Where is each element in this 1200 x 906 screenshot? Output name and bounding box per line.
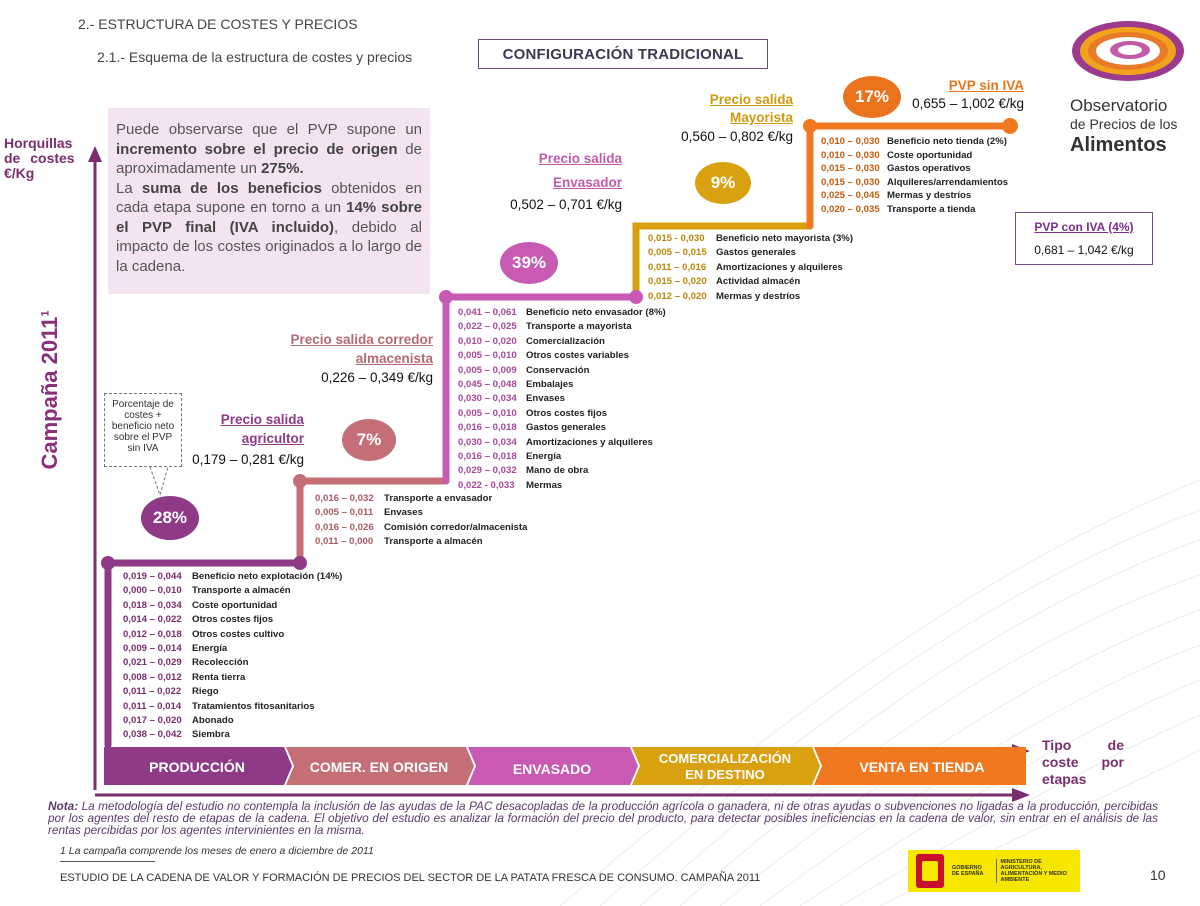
pvp-con-iva-title: PVP con IVA (4%) [1034, 220, 1134, 234]
y-axis-arrow-icon [88, 146, 102, 162]
band-label-comercializacion-2: EN DESTINO [685, 767, 765, 782]
stage-title-venta [880, 76, 1024, 111]
cost-range: 0,000 – 0,010 [123, 585, 182, 597]
costs-comercializacion [648, 232, 853, 304]
summary-bold-2: 275%. [261, 160, 304, 177]
cost-range: 0,016 – 0,026 [315, 521, 374, 533]
stage-title-envasado [480, 147, 622, 212]
pct-produccion: 28% [141, 496, 199, 540]
band-label-envasado: ENVASADO [512, 761, 592, 777]
stage-title-produccion-1: Precio salida [220, 412, 304, 427]
cost-label: Energía [526, 451, 562, 463]
cost-row [458, 464, 666, 478]
campaign-text: Campaña 2011 [37, 316, 62, 470]
cost-row [123, 570, 342, 584]
cost-label: Beneficio neto mayorista (3%) [716, 233, 854, 244]
pvp-con-iva-price: 0,681 – 1,042 €/kg [1034, 243, 1134, 257]
cost-label: Renta tierra [192, 671, 246, 683]
cost-label: Mermas [526, 479, 563, 491]
summary-text-4: obtenidos en cada etapa supone en torno a un [116, 179, 422, 216]
cost-row [123, 613, 342, 627]
footnote: 1 La campaña comprende los meses de enero a diciembre de 2011 [60, 845, 374, 857]
stage-title-produccion [160, 410, 304, 467]
cost-label: Embalajes [526, 379, 574, 391]
cost-label: Mermas y destríos [716, 290, 801, 302]
cost-range: 0,022 - 0,033 [458, 479, 515, 491]
cost-range: 0,015 – 0,030 [821, 163, 880, 175]
note-box-pointer [150, 467, 168, 495]
logo-line-1: Observatorio [1070, 96, 1168, 115]
cost-row [458, 306, 666, 320]
cost-row [123, 584, 342, 598]
cost-range: 0,016 – 0,032 [315, 493, 374, 504]
cost-row [458, 436, 666, 450]
cost-label: Amortizaciones y alquileres [716, 261, 843, 273]
coat-of-arms-icon [916, 854, 944, 888]
cost-range: 0,022 – 0,025 [458, 321, 517, 333]
cost-row [123, 714, 342, 728]
stage-price-envasado: 0,502 – 0,701 €/kg [510, 197, 622, 212]
cost-label: Comisión corredor/almacenista [384, 521, 528, 533]
cost-label: Actividad almacén [716, 276, 801, 288]
cost-label: Beneficio neto envasador (8%) [526, 307, 666, 318]
cost-row [458, 378, 666, 392]
cost-range: 0,005 – 0,010 [458, 407, 517, 419]
cost-row [458, 349, 666, 363]
cost-label: Siembra [192, 729, 230, 741]
cost-range: 0,029 – 0,032 [458, 465, 517, 477]
band-label-venta: VENTA EN TIENDA [859, 759, 985, 775]
cost-range: 0,015 – 0,020 [648, 276, 707, 288]
cost-row [123, 642, 342, 656]
x-axis-label: Tipo de coste por etapas [1042, 737, 1124, 787]
government-label: GOBIERNO DE ESPAÑA [951, 865, 984, 877]
cost-range: 0,016 – 0,018 [458, 422, 517, 434]
cost-row [648, 275, 853, 289]
cost-range: 0,010 – 0,020 [458, 335, 517, 347]
pct-venta: 17% [843, 76, 901, 118]
cost-row [648, 261, 853, 275]
cost-row [458, 364, 666, 378]
pct-envasado: 39% [500, 242, 558, 284]
cost-row [315, 535, 527, 549]
node-venta-end [1002, 118, 1018, 134]
configuration-label: CONFIGURACIÓN TRADICIONAL [478, 39, 768, 69]
stage-title-envasado-1: Precio salida [538, 151, 622, 166]
cost-label: Comercialización [526, 335, 605, 347]
cost-label: Otros costes variables [526, 350, 629, 362]
cost-label: Gastos operativos [887, 163, 971, 175]
cost-row [315, 506, 527, 520]
cost-row [123, 656, 342, 670]
band-label-comercializacion [636, 751, 814, 783]
cost-range: 0,025 – 0,045 [821, 190, 880, 202]
stage-title-venta-1: PVP sin IVA [948, 78, 1024, 93]
pct-comer: 7% [342, 419, 396, 461]
cost-row [458, 421, 666, 435]
pct-comercializacion: 9% [695, 162, 751, 204]
node-produccion-end [293, 556, 307, 570]
cost-row [123, 700, 342, 714]
stage-title-comercializacion-1: Precio salida [709, 92, 793, 107]
node-envasado-end [629, 290, 643, 304]
cost-row [821, 189, 1008, 203]
cost-range: 0,019 – 0,044 [123, 571, 182, 582]
cost-label: Energía [192, 643, 228, 655]
cost-label: Amortizaciones y alquileres [526, 436, 653, 448]
node-produccion [101, 556, 115, 570]
cost-row [458, 392, 666, 406]
cost-row [648, 232, 853, 246]
summary-text-3: La [116, 179, 142, 197]
cost-label: Envases [384, 507, 423, 519]
nota-label: Nota: [48, 799, 79, 813]
percentage-note-box: Porcentaje de costes + beneficio neto sobre el PVP sin IVA [104, 393, 182, 467]
ministry-logo [908, 850, 1080, 892]
footnote-divider [60, 861, 155, 862]
cost-label: Transporte a almacén [192, 585, 291, 597]
cost-range: 0,011 – 0,014 [123, 700, 182, 712]
y-axis-label-line-2: de costes [4, 150, 75, 166]
logo-line-3: Alimentos [1070, 134, 1167, 156]
cost-label: Coste oportunidad [192, 599, 278, 611]
cost-range: 0,005 – 0,009 [458, 364, 517, 376]
node-envasado [439, 290, 453, 304]
logo-line-2: de Precios de los [1070, 116, 1178, 132]
cost-label: Transporte a mayorista [526, 321, 632, 333]
cost-range: 0,045 – 0,048 [458, 379, 517, 391]
cost-row [821, 162, 1008, 176]
stage-title-comer-2: almacenista [355, 351, 433, 366]
summary-box [108, 108, 430, 294]
cost-row [458, 335, 666, 349]
summary-bold-1: incremento sobre el precio de origen [116, 140, 398, 158]
summary-text-5: , debido al impacto de los costes originados a lo largo de la cadena. [116, 218, 422, 275]
pvp-con-iva-box [1015, 212, 1153, 265]
cost-row [821, 176, 1008, 190]
cost-row [648, 246, 853, 260]
cost-range: 0,005 – 0,011 [315, 507, 374, 519]
cost-range: 0,038 – 0,042 [123, 729, 182, 741]
band-label-comercializacion-1: COMERCIALIZACIÓN [658, 751, 792, 766]
summary-bold-3: suma de los beneficios [141, 179, 322, 197]
stage-price-comercializacion: 0,560 – 0,802 €/kg [681, 129, 793, 144]
nota-text: La metodología del estudio no contempla la inclusión de las ayudas de la PAC desacopladas de la producción agrícola o ganadera, ni de otras ayudas o subvenciones no ligadas a la producción, percibidas por los agentes del resto de etapas de la cadena. El objetivo del estudio es analizar la formación del precio del producto, para detectar posibles ineficiencias en la cadena de valor, sin entrar en el análisis de las rentas percibidas por los agentes intervinientes en la misma. [48, 799, 1158, 837]
cost-label: Beneficio neto tienda (2%) [887, 136, 1007, 147]
cost-row [123, 628, 342, 642]
cost-range: 0,010 – 0,030 [821, 149, 880, 161]
costs-envasado [458, 306, 666, 493]
cost-label: Otros costes fijos [192, 614, 274, 626]
summary-text-2: de aproximadamente un [116, 140, 422, 177]
cost-range: 0,010 – 0,030 [821, 136, 880, 147]
cost-row [123, 728, 342, 742]
cost-label: Mano de obra [526, 465, 589, 477]
cost-range: 0,011 – 0,016 [648, 261, 707, 273]
cost-label: Transporte a envasador [384, 493, 493, 504]
cost-range: 0,011 – 0,022 [123, 686, 182, 698]
cost-range: 0,015 – 0,030 [821, 176, 880, 188]
cost-range: 0,009 – 0,014 [123, 643, 182, 655]
summary-bold-4: 14% sobre el PVP final (IVA incluido) [116, 199, 422, 236]
cost-label: Tratamientos fitosanitarios [192, 700, 315, 712]
stage-title-comer [260, 330, 433, 385]
costs-comer [315, 492, 527, 550]
cost-label: Otros costes fijos [526, 407, 608, 419]
stage-price-produccion: 0,179 – 0,281 €/kg [192, 452, 304, 467]
cost-label: Alquileres/arrendamientos [887, 176, 1009, 188]
cost-label: Gastos generales [526, 422, 606, 434]
stage-title-comercializacion-2: Mayorista [729, 110, 793, 125]
cost-row [123, 685, 342, 699]
y-axis-label-line-3: €/Kg [4, 165, 35, 181]
stage-price-comer: 0,226 – 0,349 €/kg [321, 370, 433, 385]
cost-range: 0,021 – 0,029 [123, 657, 182, 669]
subsection-title: 2.1.- Esquema de la estructura de costes y precios [97, 49, 413, 65]
cost-label: Mermas y destríos [887, 190, 972, 202]
cost-row [821, 203, 1008, 217]
cost-range: 0,011 – 0,000 [315, 536, 374, 548]
cost-range: 0,005 – 0,015 [648, 247, 707, 259]
cost-label: Beneficio neto explotación (14%) [192, 571, 343, 582]
cost-range: 0,041 – 0,061 [458, 307, 517, 318]
stage-title-comer-1: Precio salida corredor [290, 332, 433, 347]
node-comer [293, 474, 307, 488]
section-title: 2.- ESTRUCTURA DE COSTES Y PRECIOS [78, 16, 358, 32]
y-axis-label-line-1: Horquillas [4, 135, 73, 151]
cost-row [315, 521, 527, 535]
cost-range: 0,012 – 0,020 [648, 290, 707, 302]
cost-label: Transporte a tienda [887, 203, 976, 215]
cost-row [315, 492, 527, 506]
cost-range: 0,015 - 0,030 [648, 233, 705, 244]
cost-row [821, 149, 1008, 163]
stage-price-venta: 0,655 – 1,002 €/kg [912, 96, 1024, 111]
stage-title-comercializacion [660, 91, 793, 144]
study-title: ESTUDIO DE LA CADENA DE VALOR Y FORMACIÓN DE PRECIOS DEL SECTOR DE LA PATATA FRESCA DE CONSUMO. CAMPAÑA 2011 [60, 872, 761, 884]
costs-venta [821, 135, 1008, 217]
cost-row [458, 407, 666, 421]
cost-range: 0,018 – 0,034 [123, 599, 182, 611]
node-venta [803, 119, 817, 133]
stage-title-produccion-2: agricultor [241, 431, 304, 446]
cost-row [648, 290, 853, 304]
cost-range: 0,017 – 0,020 [123, 715, 182, 727]
methodology-note [48, 800, 1158, 836]
cost-range: 0,030 – 0,034 [458, 393, 517, 405]
cost-range: 0,016 – 0,018 [458, 451, 517, 463]
cost-range: 0,012 – 0,018 [123, 628, 182, 640]
cost-row [458, 320, 666, 334]
cost-label: Coste oportunidad [887, 149, 973, 161]
cost-label: Envases [526, 393, 565, 405]
band-label-produccion: PRODUCCIÓN [149, 759, 245, 775]
stage-title-envasado-2: Envasador [552, 175, 622, 190]
ministry-label: MINISTERIO DE AGRICULTURA, ALIMENTACIÓN Y MEDIO AMBIENTE [996, 859, 1080, 883]
cost-label: Recolección [192, 657, 249, 669]
summary-text-1: Puede observarse que el PVP supone un [116, 121, 422, 138]
page-number: 10 [1150, 867, 1166, 883]
cost-range: 0,030 – 0,034 [458, 436, 517, 448]
cost-row [123, 671, 342, 685]
cost-range: 0,008 – 0,012 [123, 671, 182, 683]
cost-label: Otros costes cultivo [192, 628, 285, 640]
cost-row [821, 135, 1008, 149]
cost-label: Conservación [526, 364, 590, 376]
cost-row [458, 450, 666, 464]
cost-label: Riego [192, 686, 219, 698]
costs-produccion [123, 570, 342, 743]
cost-label: Abonado [192, 715, 234, 727]
cost-label: Gastos generales [716, 247, 796, 259]
cost-row [458, 479, 666, 493]
cost-label: Transporte a almacén [384, 536, 483, 548]
cost-row [123, 599, 342, 613]
cost-range: 0,005 – 0,010 [458, 350, 517, 362]
cost-range: 0,020 – 0,035 [821, 203, 880, 215]
band-label-comer: COMER. EN ORIGEN [309, 759, 449, 775]
cost-range: 0,014 – 0,022 [123, 614, 182, 626]
campaign-superscript: 1 [39, 310, 52, 317]
